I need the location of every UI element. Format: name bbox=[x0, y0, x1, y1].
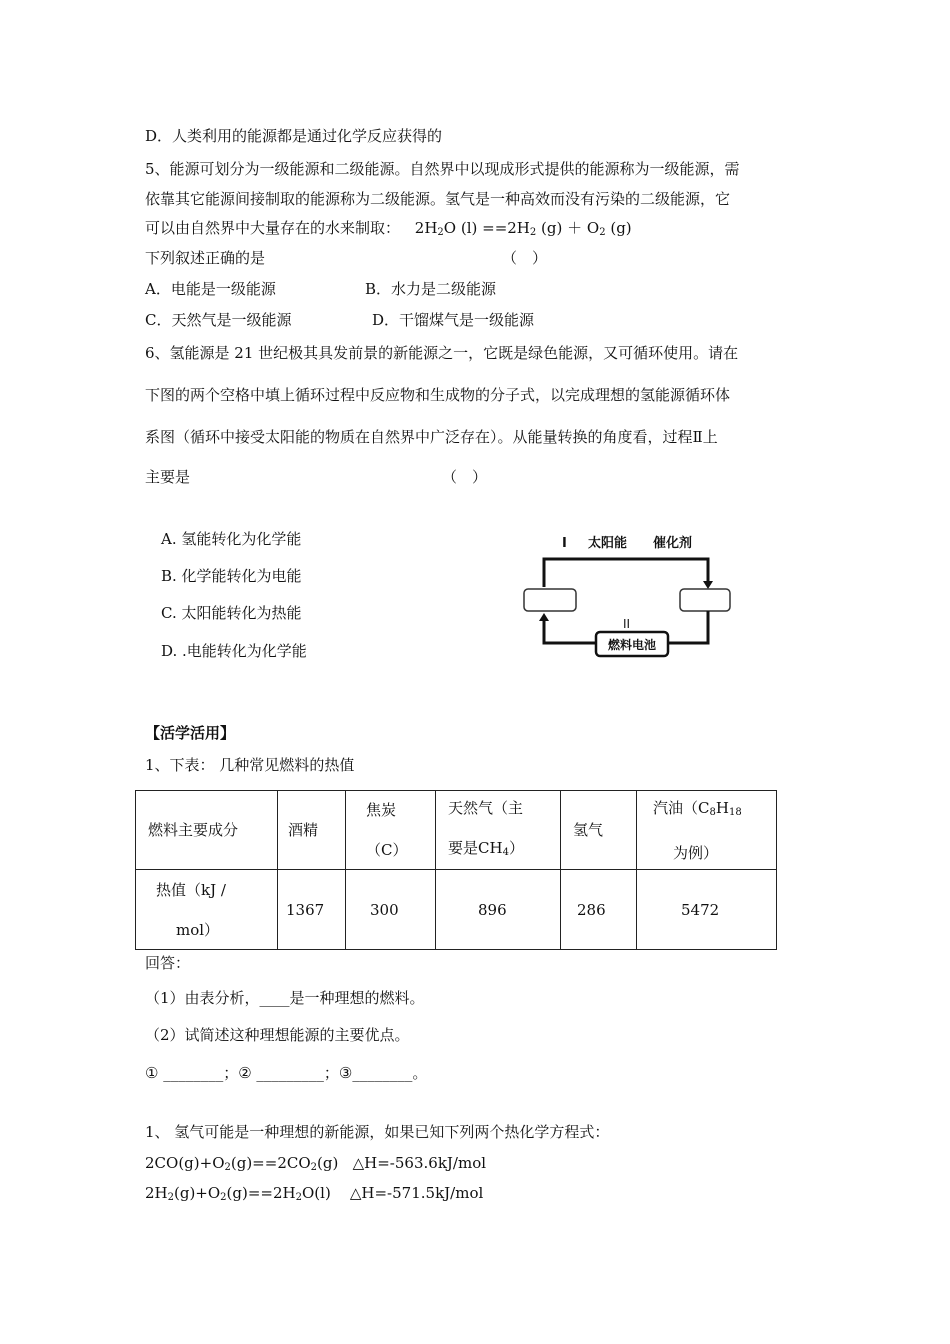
q6-option-d: D. .电能转化为化学能 bbox=[161, 642, 307, 660]
arrow-down-icon bbox=[703, 581, 713, 589]
value-cell-natural-gas: 896 bbox=[436, 870, 561, 950]
q6-option-c: C. 太阳能转化为热能 bbox=[161, 604, 302, 622]
table-value-row bbox=[136, 870, 777, 950]
value-cell-label: 热值（kJ / mol） bbox=[136, 870, 278, 950]
header-cell-gasoline: 汽油（$C_8H_{18}$ 为例） bbox=[637, 791, 777, 870]
q5-option-d: D．干馏煤气是一级能源 bbox=[372, 311, 535, 329]
q4-option-d: D．人类利用的能源都是通过化学反应获得的 bbox=[145, 127, 443, 145]
blank-box-left[interactable] bbox=[524, 589, 576, 611]
header-cell-coke: 焦炭 （C） bbox=[346, 791, 436, 870]
q5-line-3-text: 可以由自然界中大量存在的水来制取： bbox=[145, 219, 401, 237]
sub-question-3: ① ________；② _________；③________。 bbox=[145, 1064, 428, 1082]
q6-line-2: 下图的两个空格中填上循环过程中反应物和生成物的分子式，以完成理想的氢能源循环体 bbox=[145, 386, 731, 404]
section-title: 【活学活用】 bbox=[145, 724, 236, 742]
q5-option-b: B．水力是二级能源 bbox=[365, 280, 497, 298]
answer-label: 回答： bbox=[145, 954, 191, 972]
sub-question-2: （2）试简述这种理想能源的主要优点。 bbox=[145, 1026, 410, 1044]
q5-option-c: C．天然气是一级能源 bbox=[145, 311, 292, 329]
table-intro: 1、下表： 几种常见燃料的热值 bbox=[145, 756, 355, 774]
header-cell-component: 燃料主要成分 bbox=[136, 791, 278, 870]
q5-answer-paren: （ ） bbox=[502, 249, 548, 267]
diagram-label-ii: II bbox=[623, 617, 631, 631]
q5-line-3 bbox=[145, 218, 632, 243]
cycle-left-line bbox=[544, 619, 596, 643]
arrow-up-icon bbox=[539, 613, 549, 621]
q5-line-4: 下列叙述正确的是 bbox=[145, 249, 266, 267]
value-cell-hydrogen: 286 bbox=[561, 870, 637, 950]
q6-line-1: 6、氢能源是 21 世纪极其具发前景的新能源之一，它既是绿色能源，又可循环使用。请在 bbox=[145, 344, 739, 362]
value-cell-alcohol: 1367 bbox=[278, 870, 346, 950]
q-last-line-1: 1、 氢气可能是一种理想的新能源，如果已知下列两个热化学方程式： bbox=[145, 1123, 610, 1141]
diagram-label-solar: 太阳能 bbox=[588, 536, 628, 551]
cycle-right-line bbox=[668, 611, 708, 643]
diagram-label-i: I bbox=[562, 536, 567, 551]
diagram-label-catalyst: 催化剂 bbox=[653, 536, 693, 551]
cycle-top-line bbox=[544, 559, 708, 587]
q-last-equation-2: $2H_2(g)+O_2(g)==2H_2O(l)$ △H=-571.5kJ/mol bbox=[145, 1184, 484, 1203]
q5-line-1: 5、能源可划分为一级能源和二级能源。自然界中以现成形式提供的能源称为一级能源，需 bbox=[145, 160, 740, 178]
header-cell-hydrogen: 氢气 bbox=[561, 791, 637, 870]
q6-option-a: A. 氢能转化为化学能 bbox=[161, 530, 302, 548]
sub-question-1: （1）由表分析，____是一种理想的燃料。 bbox=[145, 989, 425, 1007]
q5-equation: $2H_2O$ $(l) ==2H_2$ $(g) + O_2$ (g) bbox=[414, 219, 632, 238]
q-last-equation-1: $2CO(g)+O_2(g)==2CO_2(g)$ △H=-563.6kJ/mol bbox=[145, 1154, 487, 1173]
q6-line-4: 主要是 bbox=[145, 468, 191, 486]
q6-line-3: 系图（循环中接受太阳能的物质在自然界中广泛存在）。从能量转换的角度看，过程Ⅱ上 bbox=[145, 428, 718, 446]
diagram-label-fuel-cell: 燃料电池 bbox=[607, 638, 657, 652]
header-cell-natural-gas: 天然气（主 要是$CH_4$） bbox=[436, 791, 561, 870]
value-cell-gasoline: 5472 bbox=[637, 870, 777, 950]
table-header-row bbox=[136, 791, 777, 870]
header-cell-alcohol: 酒精 bbox=[278, 791, 346, 870]
q6-option-b: B. 化学能转化为电能 bbox=[161, 567, 302, 585]
value-cell-coke: 300 bbox=[346, 870, 436, 950]
q5-line-2: 依靠其它能源间接制取的能源称为二级能源。氢气是一种高效而没有污染的二级能源，它 bbox=[145, 190, 731, 208]
q5-option-a: A．电能是一级能源 bbox=[145, 280, 276, 298]
hydrogen-cycle-diagram bbox=[520, 525, 740, 670]
q6-answer-paren: （ ） bbox=[442, 468, 488, 486]
fuel-heat-table bbox=[135, 790, 777, 950]
blank-box-right[interactable] bbox=[680, 589, 730, 611]
